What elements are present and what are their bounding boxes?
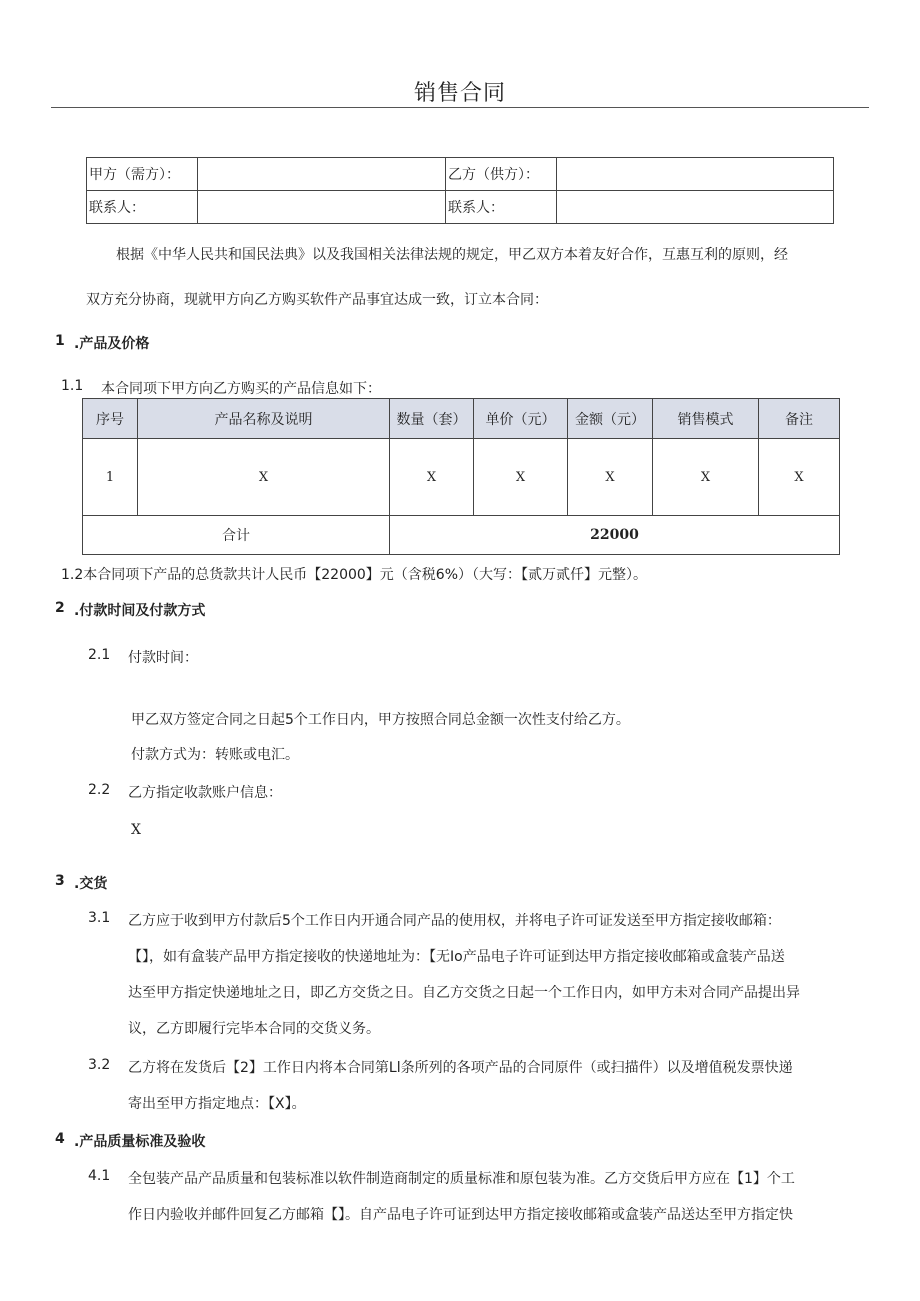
- cell-unit-price: X: [474, 439, 568, 516]
- total-label: 合计: [83, 516, 390, 555]
- intro-line-1: 根据《中华人民共和国民法典》以及我国相关法律法规的规定，甲乙双方本着友好合作，互惠互利的原则，经: [116, 247, 788, 263]
- cell-sales-mode: X: [653, 439, 759, 516]
- item-3-2-line-1: 乙方将在发货后【2】工作日内将本合同第Ll条所列的各项产品的合同原件（或扫描件）以及增值税发票快递: [128, 1060, 793, 1076]
- contact-b-field[interactable]: [557, 191, 834, 224]
- account-value: X: [131, 822, 141, 838]
- item-3-1-line-3: 达至甲方指定快递地址之日，即乙方交货之日。自乙方交货之日起一个工作日内，如甲方未对合同产品提出异: [128, 985, 800, 1001]
- section-3-title: .交货: [74, 876, 108, 892]
- item-3-2-number: 3.2: [88, 1057, 111, 1073]
- section-3-number: 3: [55, 873, 65, 889]
- item-4-1-number: 4.1: [88, 1168, 111, 1184]
- cell-remark: X: [759, 439, 840, 516]
- header-product: 产品名称及说明: [138, 399, 390, 439]
- section-2-number: 2: [55, 600, 65, 616]
- party-a-field[interactable]: [198, 158, 446, 191]
- item-1-2-text: 1.2本合同项下产品的总货款共计人民币【22000】元（含税6%）（大写：【贰万贰仟】元整）。: [61, 567, 648, 583]
- section-1-number: 1: [55, 333, 65, 349]
- header-sales-mode: 销售模式: [653, 399, 759, 439]
- title-divider: [51, 107, 869, 108]
- cell-quantity: X: [390, 439, 474, 516]
- total-value: 22000: [390, 516, 840, 555]
- item-3-1-line-1: 乙方应于收到甲方付款后5个工作日内开通合同产品的使用权，并将电子许可证发送至甲方指定接收邮箱：: [128, 913, 781, 929]
- section-1-title: .产品及价格: [74, 336, 150, 352]
- parties-table: [86, 157, 834, 224]
- cell-index: 1: [83, 439, 138, 516]
- product-table: [82, 398, 840, 555]
- header-unit-price: 单价（元）: [474, 399, 568, 439]
- item-1-1-number: 1.1: [61, 378, 84, 394]
- item-3-1-number: 3.1: [88, 910, 111, 926]
- header-index: 序号: [83, 399, 138, 439]
- table-total-row: [83, 516, 840, 555]
- item-2-2-number: 2.2: [88, 782, 111, 798]
- item-3-2-line-2: 寄出至甲方指定地点：【X】。: [128, 1096, 306, 1112]
- cell-product: X: [138, 439, 390, 516]
- header-quantity: 数量（套）: [390, 399, 474, 439]
- section-4-number: 4: [55, 1131, 65, 1147]
- contact-b-label: 联系人：: [446, 191, 557, 224]
- header-remark: 备注: [759, 399, 840, 439]
- header-amount: 金额（元）: [568, 399, 653, 439]
- section-4-title: .产品质量标准及验收: [74, 1134, 206, 1150]
- section-2-title: .付款时间及付款方式: [74, 603, 206, 619]
- item-2-1-number: 2.1: [88, 647, 111, 663]
- item-2-1-label: 付款时间：: [128, 650, 198, 666]
- item-2-2-label: 乙方指定收款账户信息：: [128, 785, 282, 801]
- item-3-1-line-4: 议，乙方即履行完毕本合同的交货义务。: [128, 1021, 380, 1037]
- party-b-field[interactable]: [557, 158, 834, 191]
- item-4-1-line-2: 作日内验收并邮件回复乙方邮箱【】。自产品电子许可证到达甲方指定接收邮箱或盒装产品送达至甲方指定快: [128, 1207, 793, 1223]
- page-title: 销售合同: [413, 81, 506, 106]
- table-row: [83, 439, 840, 516]
- intro-line-2: 双方充分协商，现就甲方向乙方购买软件产品事宜达成一致，订立本合同：: [86, 292, 548, 308]
- item-4-1-line-1: 全包装产品产品质量和包装标准以软件制造商制定的质量标准和原包装为准。乙方交货后甲方应在【1】个工: [128, 1171, 795, 1187]
- payment-line-1: 甲乙双方签定合同之日起5个工作日内，甲方按照合同总金额一次性支付给乙方。: [131, 712, 630, 728]
- payment-line-2: 付款方式为：转账或电汇。: [131, 747, 299, 763]
- item-3-1-line-2: 【】，如有盒装产品甲方指定接收的快递地址为：【无Io产品电子许可证到达甲方指定接收邮箱或盒装产品送: [128, 949, 785, 965]
- party-b-label: 乙方（供方）：: [446, 158, 557, 191]
- contact-a-label: 联系人：: [87, 191, 198, 224]
- contact-a-field[interactable]: [198, 191, 446, 224]
- cell-amount: X: [568, 439, 653, 516]
- item-1-1-text: 本合同项下甲方向乙方购买的产品信息如下：: [101, 381, 381, 397]
- party-a-label: 甲方（需方）：: [87, 158, 198, 191]
